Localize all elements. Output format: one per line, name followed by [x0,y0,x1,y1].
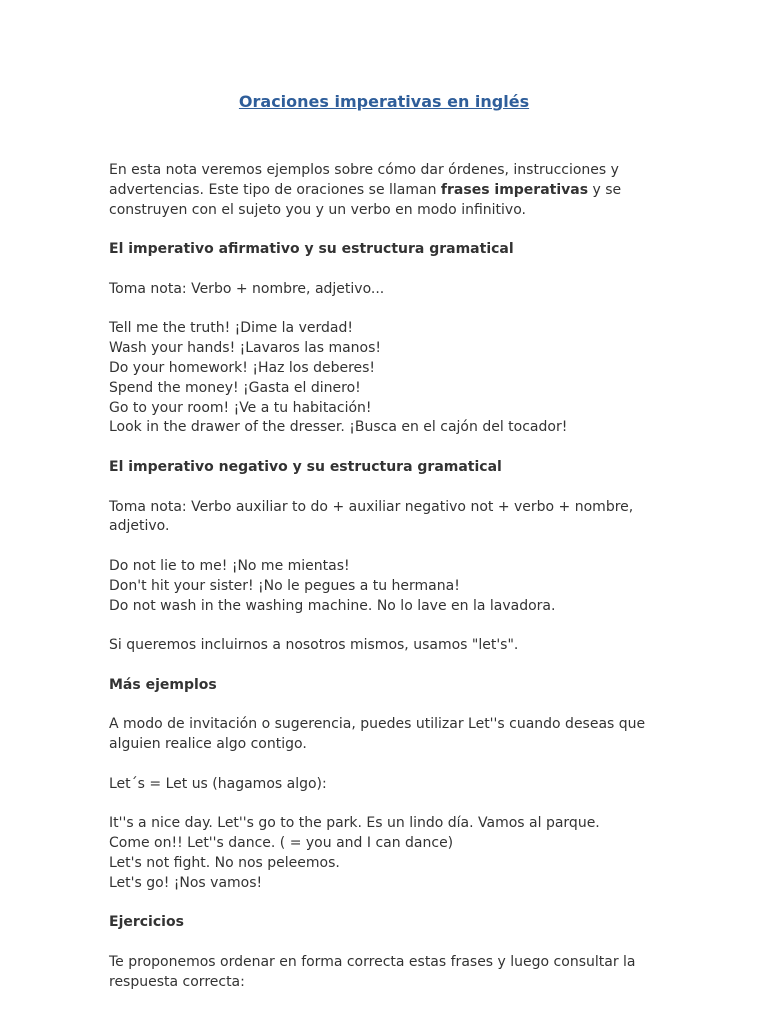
lets-definition: Let´s = Let us (hagamos algo): [109,775,327,792]
example-line: Do not lie to me! ¡No me mientas! [109,557,350,574]
example-line: It''s a nice day. Let''s go to the park. Es un lindo día. Vamos al parque. [109,815,600,832]
invitation-paragraph: A modo de invitación o sugerencia, puedes utilizar Let''s cuando deseas que alguien realice algo contigo. [109,716,646,753]
example-line: Come on!! Let''s dance. ( = you and I can dance) [109,835,454,852]
affirmative-examples [109,319,669,438]
page-title: Oraciones imperativas en inglés [238,92,530,111]
negative-heading: El imperativo negativo y su estructura gramatical [109,458,502,475]
intro-bold-term: frases imperativas [440,181,589,198]
example-line: Spend the money! ¡Gasta el dinero! [109,379,361,396]
example-line: Don't hit your sister! ¡No le pegues a tu hermana! [109,577,460,594]
more-examples-heading: Más ejemplos [109,676,217,693]
intro-paragraph [109,161,669,220]
example-line: Do not wash in the washing machine. No lo lave en la lavadora. [109,597,556,614]
example-line: Let's not fight. No nos peleemos. [109,854,340,871]
intro-text-end: y se construyen con el sujeto you y un verbo en modo infinitivo. [109,181,622,218]
document-body [109,161,669,1012]
lets-note: Si queremos incluirnos a nosotros mismos, usamos "let's". [109,637,519,654]
exercises-paragraph: Te proponemos ordenar en forma correcta estas frases y luego consultar la respuesta correcta: [109,953,636,990]
example-line: Tell me the truth! ¡Dime la verdad! [109,320,353,337]
negative-examples [109,557,669,616]
example-line: Wash your hands! ¡Lavaros las manos! [109,340,382,357]
example-line: Go to your room! ¡Ve a tu habitación! [109,399,372,416]
exercises-heading: Ejercicios [109,914,184,931]
example-line: Let's go! ¡Nos vamos! [109,874,263,891]
example-line: Look in the drawer of the dresser. ¡Busca en el cajón del tocador! [109,419,568,436]
affirmative-heading: El imperativo afirmativo y su estructura gramatical [109,241,514,258]
affirmative-note: Toma nota: Verbo + nombre, adjetivo... [109,280,385,297]
negative-note: Toma nota: Verbo auxiliar to do + auxiliar negativo not + verbo + nombre, adjetivo. [109,498,634,535]
intro-text-start: En esta nota veremos ejemplos sobre cómo dar órdenes, instrucciones y advertencias. Este tipo de oraciones se llaman [109,162,619,198]
more-examples-list [109,814,669,893]
example-line: Do your homework! ¡Haz los deberes! [109,359,376,376]
